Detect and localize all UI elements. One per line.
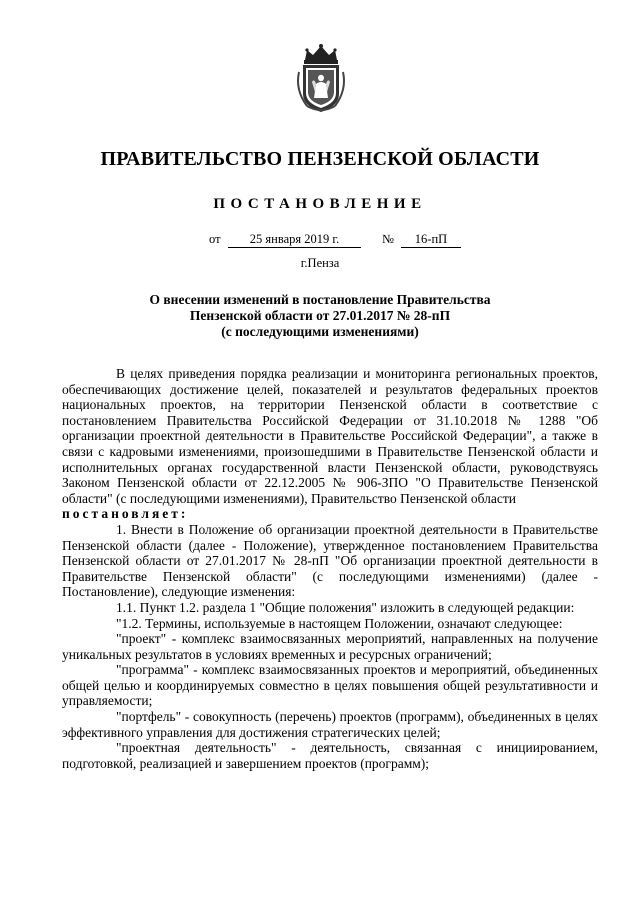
subject-line: О внесении изменений в постановление Правительства: [149, 292, 491, 307]
document-type: ПОСТАНОВЛЕНИЕ: [213, 196, 427, 212]
date-prefix: от: [209, 232, 221, 246]
number-prefix: №: [382, 232, 394, 246]
resolves-word: постановляет:: [62, 506, 189, 522]
definition-project: "проект" - комплекс взаимосвязанных мероприятий, направленных на получение уникальных результатов в условиях временных и ресурсных ограничений;: [62, 631, 598, 662]
document-number: 16-пП: [401, 232, 461, 248]
city: г.Пенза: [300, 256, 340, 270]
subject-line: Пензенской области от 27.01.2017 № 28-пП: [189, 308, 451, 323]
definition-project-activity: "проектная деятельность" - деятельность, связанная с инициированием, подготовкой, реализацией и завершением проектов (программ);: [62, 740, 598, 771]
subject-line: (с последующими изменениями): [221, 324, 419, 339]
preamble-paragraph: В целях приведения порядка реализации и мониторинга региональных проектов, обеспечивающих достижение целей, показателей и результатов федеральных проектов национальных проектов, на территории Пензенской области в соответствие с постановлением Правительства Российской Федерации от 31.10.2018 № 1288 "Об организации проектной деятельности в Правительстве Российской Федерации", а также в связи с кадровыми изменениями, произошедшими в Правительстве Пензенской области и исполнительных органах государственной власти Пензенской области, руководствуясь Законом Пензенской области от 22.12.2005 № 906-ЗПО "О Правительстве Пензенской области" (с последующими изменениями), Правительство Пензенской области: [62, 366, 598, 506]
definition-portfolio: "портфель" - совокупность (перечень) проектов (программ), объединенных в целях эффективного управления для достижения стратегических целей;: [62, 709, 598, 740]
item-1-1-paragraph: 1.1. Пункт 1.2. раздела 1 "Общие положения" изложить в следующей редакции:: [116, 599, 575, 615]
definition-program: "программа" - комплекс взаимосвязанных проектов и мероприятий, объединенных общей целью и координируемых совместно в целях повышения общей результативности и управляемости;: [62, 662, 598, 709]
document-subject: [110, 292, 530, 340]
item-1-paragraph: 1. Внести в Положение об организации проектной деятельности в Правительстве Пензенской области (далее - Положение), утвержденное постановлением Правительства Пензенской области от 27.01.2017 № 28-пП "Об организации проектной деятельности в Правительстве Пензенской области" (с последующими изменениями) (далее - Постановление), следующие изменения:: [62, 521, 598, 600]
document-date: 25 января 2019 г.: [228, 232, 361, 248]
penza-coat-of-arms-icon: [293, 42, 349, 114]
document-body: [62, 366, 598, 771]
government-title: ПРАВИТЕЛЬСТВО ПЕНЗЕНСКОЙ ОБЛАСТИ: [100, 148, 540, 170]
quote-intro-paragraph: "1.2. Термины, используемые в настоящем Положении, означают следующее:: [116, 615, 563, 631]
